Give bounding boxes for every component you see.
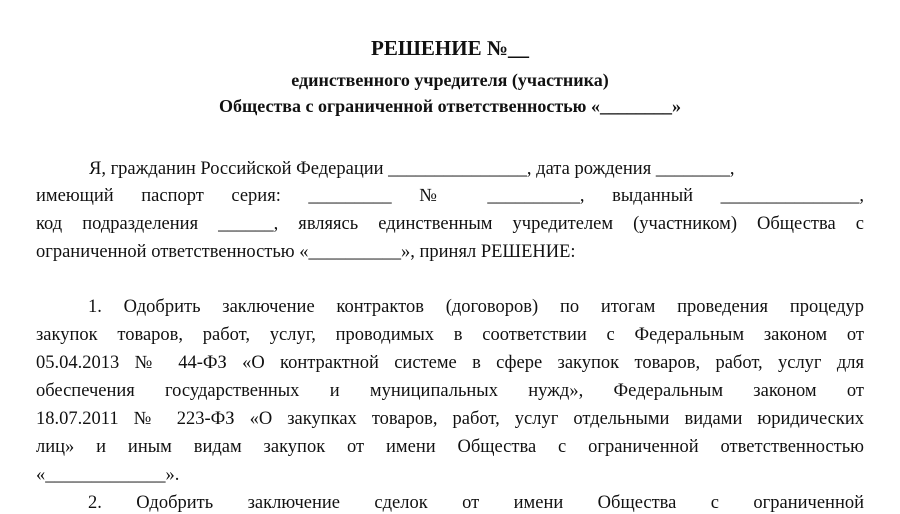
intro-line-4: ограниченной ответственностью «__________», принял РЕШЕНИЕ:: [36, 242, 576, 262]
intro-line-2: имеющий паспорт серия: _________ № __________, выданный _______________,: [36, 186, 864, 206]
item-1-line-2: закупок товаров, работ, услуг, проводимых в соответствии с Федеральным законом от: [36, 325, 864, 345]
item-2-line-1: 2. Одобрить заключение сделок от имени Общества с ограниченной: [88, 493, 864, 513]
intro-line-3: код подразделения ______, являясь единственным учредителем (участником) Общества с: [36, 214, 864, 234]
item-1-line-7: «_____________».: [36, 465, 180, 485]
item-1-line-4: обеспечения государственных и муниципальных нужд», Федеральным законом от: [36, 381, 864, 401]
item-1-line-3: 05.04.2013 № 44-ФЗ «О контрактной системе в сфере закупок товаров, работ, услуг для: [36, 353, 864, 373]
item-1-line-6: лиц» и иным видам закупок от имени Общества с ограниченной ответственностью: [36, 437, 864, 457]
intro-line-1: Я, гражданин Российской Федерации _______________, дата рождения ________,: [89, 159, 735, 179]
document-subtitle-company: Общества с ограниченной ответственностью «________»: [219, 96, 681, 116]
item-1-line-5: 18.07.2011 № 223-ФЗ «О закупках товаров, работ, услуг отдельными видами юридических: [36, 409, 864, 429]
document-title: РЕШЕНИЕ №__: [371, 36, 529, 60]
document-subtitle-founder: единственного учредителя (участника): [291, 70, 609, 90]
item-1-line-1: 1. Одобрить заключение контрактов (договоров) по итогам проведения процедур: [88, 297, 864, 317]
